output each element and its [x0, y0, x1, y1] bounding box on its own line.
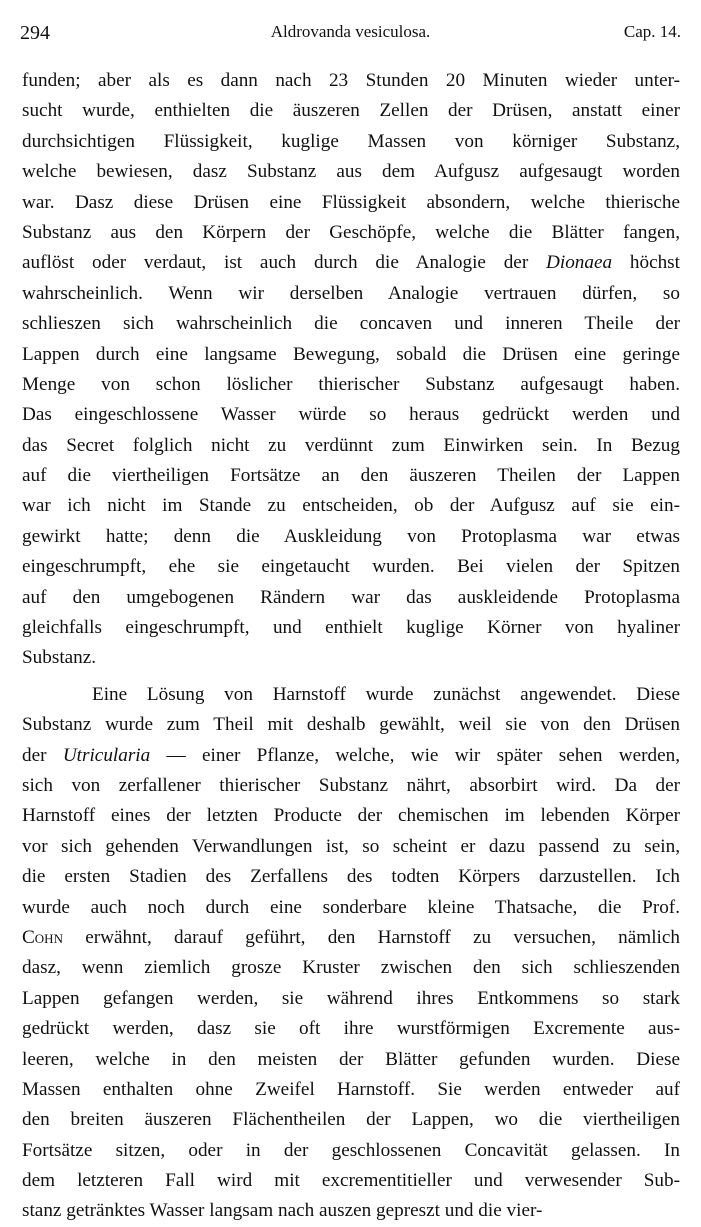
text-segment: der [22, 744, 63, 766]
text-segment: Harnstoff eines der letzten Producte der chemischen im lebenden Körper [22, 805, 680, 827]
italic-term: Dionaea [546, 252, 613, 274]
text-segment: Lappen gefangen werden, sie während ihres Entkommens so stark [22, 987, 680, 1009]
text-line [22, 461, 680, 491]
text-segment: höchst [612, 252, 680, 274]
text-line [22, 862, 680, 892]
text-segment: gleichfalls eingeschrumpft, und enthielt kuglige Körner von hyaliner [22, 617, 680, 639]
text-segment: die ersten Stadien des Zerfallens des todten Körpers darzustellen. Ich [22, 866, 680, 888]
text-line [22, 583, 680, 613]
text-segment: sucht wurde, enthielten die äuszeren Zellen der Drüsen, anstatt einer [22, 100, 680, 122]
text-segment: dem letzteren Fall wird mit excrementitieller und verwesender Sub- [22, 1170, 680, 1192]
text-line [22, 832, 680, 862]
text-segment: Substanz aus den Körpern der Geschöpfe, welche die Blätter fangen, [22, 221, 680, 243]
text-segment: wahrscheinlich. Wenn wir derselben Analogie vertrauen dürfen, so [22, 282, 680, 304]
paragraph [22, 680, 680, 1227]
text-line [22, 1045, 680, 1075]
text-segment: gewirkt hatte; denn die Auskleidung von Protoplasma war etwas [22, 525, 680, 547]
small-caps-name: Cohn [22, 926, 63, 948]
text-segment: erwähnt, darauf geführt, den Harnstoff zu versuchen, nämlich [62, 926, 680, 948]
text-line [22, 771, 680, 801]
text-segment: schlieszen sich wahrscheinlich die concaven und inneren Theile der [22, 313, 680, 335]
text-line [22, 340, 680, 370]
text-line [22, 984, 680, 1014]
text-segment: war ich nicht im Stande zu entscheiden, ob der Aufgusz auf sie ein- [22, 495, 680, 517]
text-line [22, 893, 680, 923]
text-segment: — einer Pflanze, welche, wie wir später sehen werden, [150, 744, 680, 766]
text-line [22, 248, 680, 278]
text-line [22, 1136, 680, 1166]
page-number: 294 [20, 22, 50, 44]
text-segment: auflöst oder verdaut, ist auch durch die Analogie der [22, 252, 546, 274]
page-header [0, 0, 701, 50]
text-line [22, 741, 680, 771]
text-segment: Eine Lösung von Harnstoff wurde zunächst angewendet. Diese [92, 683, 680, 705]
text-line [22, 127, 680, 157]
text-segment: Massen enthalten ohne Zweifel Harnstoff. Sie werden entweder auf [22, 1078, 680, 1100]
chapter-label: Cap. 14. [623, 22, 681, 41]
text-segment: durchsichtigen Flüssigkeit, kuglige Massen von körniger Substanz, [22, 130, 680, 152]
running-title: Aldrovanda vesiculosa. [270, 22, 431, 41]
text-line [22, 491, 680, 521]
text-line [22, 66, 680, 96]
text-segment: Substanz. [22, 647, 97, 669]
text-segment: auf die viertheiligen Fortsätze an den äuszeren Theilen der Lappen [22, 465, 680, 487]
text-line [22, 1196, 680, 1226]
text-segment: stanz getränktes Wasser langsam nach auszen gepreszt und die vier- [22, 1200, 543, 1222]
text-segment: welche bewiesen, dasz Substanz aus dem Aufgusz aufgesaugt worden [22, 161, 680, 183]
text-segment: eingeschrumpft, ehe sie eingetaucht wurden. Bei vielen der Spitzen [22, 556, 680, 578]
text-segment: Menge von schon löslicher thierischer Substanz aufgesaugt haben. [22, 373, 680, 395]
text-line [22, 552, 680, 582]
text-line [22, 953, 680, 983]
text-segment: auf den umgebogenen Rändern war das auskleidende Protoplasma [22, 586, 680, 608]
text-line [22, 1075, 680, 1105]
text-segment: Fortsätze sitzen, oder in der geschlossenen Concavität gelassen. In [22, 1139, 680, 1161]
text-line [22, 309, 680, 339]
text-line [22, 370, 680, 400]
text-line [22, 522, 680, 552]
text-line [22, 643, 680, 673]
text-segment: gedrückt werden, dasz sie oft ihre wurstförmigen Excremente aus- [22, 1018, 680, 1040]
text-line [22, 1014, 680, 1044]
text-segment: vor sich gehenden Verwandlungen ist, so scheint er dazu passend zu sein, [22, 835, 680, 857]
text-line [22, 400, 680, 430]
text-line [22, 96, 680, 126]
text-segment: den breiten äuszeren Flächentheilen der Lappen, wo die viertheiligen [22, 1109, 680, 1131]
text-line [22, 157, 680, 187]
text-line [22, 801, 680, 831]
text-segment: wurde auch noch durch eine sonderbare kleine Thatsache, die Prof. [22, 896, 680, 918]
text-line [22, 680, 680, 710]
text-segment: leeren, welche in den meisten der Blätter gefunden wurden. Diese [22, 1048, 680, 1070]
text-segment: das Secret folglich nicht zu verdünnt zum Einwirken sein. In Bezug [22, 434, 680, 456]
text-line [22, 613, 680, 643]
text-segment: dasz, wenn ziemlich grosze Kruster zwischen den sich schlieszenden [22, 957, 680, 979]
text-segment: Das eingeschlossene Wasser würde so heraus gedrückt werden und [22, 404, 680, 426]
text-line [22, 1105, 680, 1135]
text-segment: funden; aber als es dann nach 23 Stunden 20 Minuten wieder unter- [22, 70, 680, 91]
text-segment: Substanz wurde zum Theil mit deshalb gewählt, weil sie von den Drüsen [22, 714, 680, 736]
text-line [22, 279, 680, 309]
text-segment: sich von zerfallener thierischer Substanz nährt, absorbirt wird. Da der [22, 774, 680, 796]
text-line [22, 431, 680, 461]
body-text [22, 66, 680, 1227]
italic-term: Utricularia [62, 744, 151, 766]
text-line [22, 710, 680, 740]
text-line [22, 1166, 680, 1196]
text-segment: Lappen durch eine langsame Bewegung, sobald die Drüsen eine geringe [22, 343, 680, 365]
text-line [22, 188, 680, 218]
paragraph [22, 66, 680, 674]
text-segment: war. Dasz diese Drüsen eine Flüssigkeit absondern, welche thierische [22, 191, 680, 213]
text-line [22, 218, 680, 248]
text-line [22, 923, 680, 953]
